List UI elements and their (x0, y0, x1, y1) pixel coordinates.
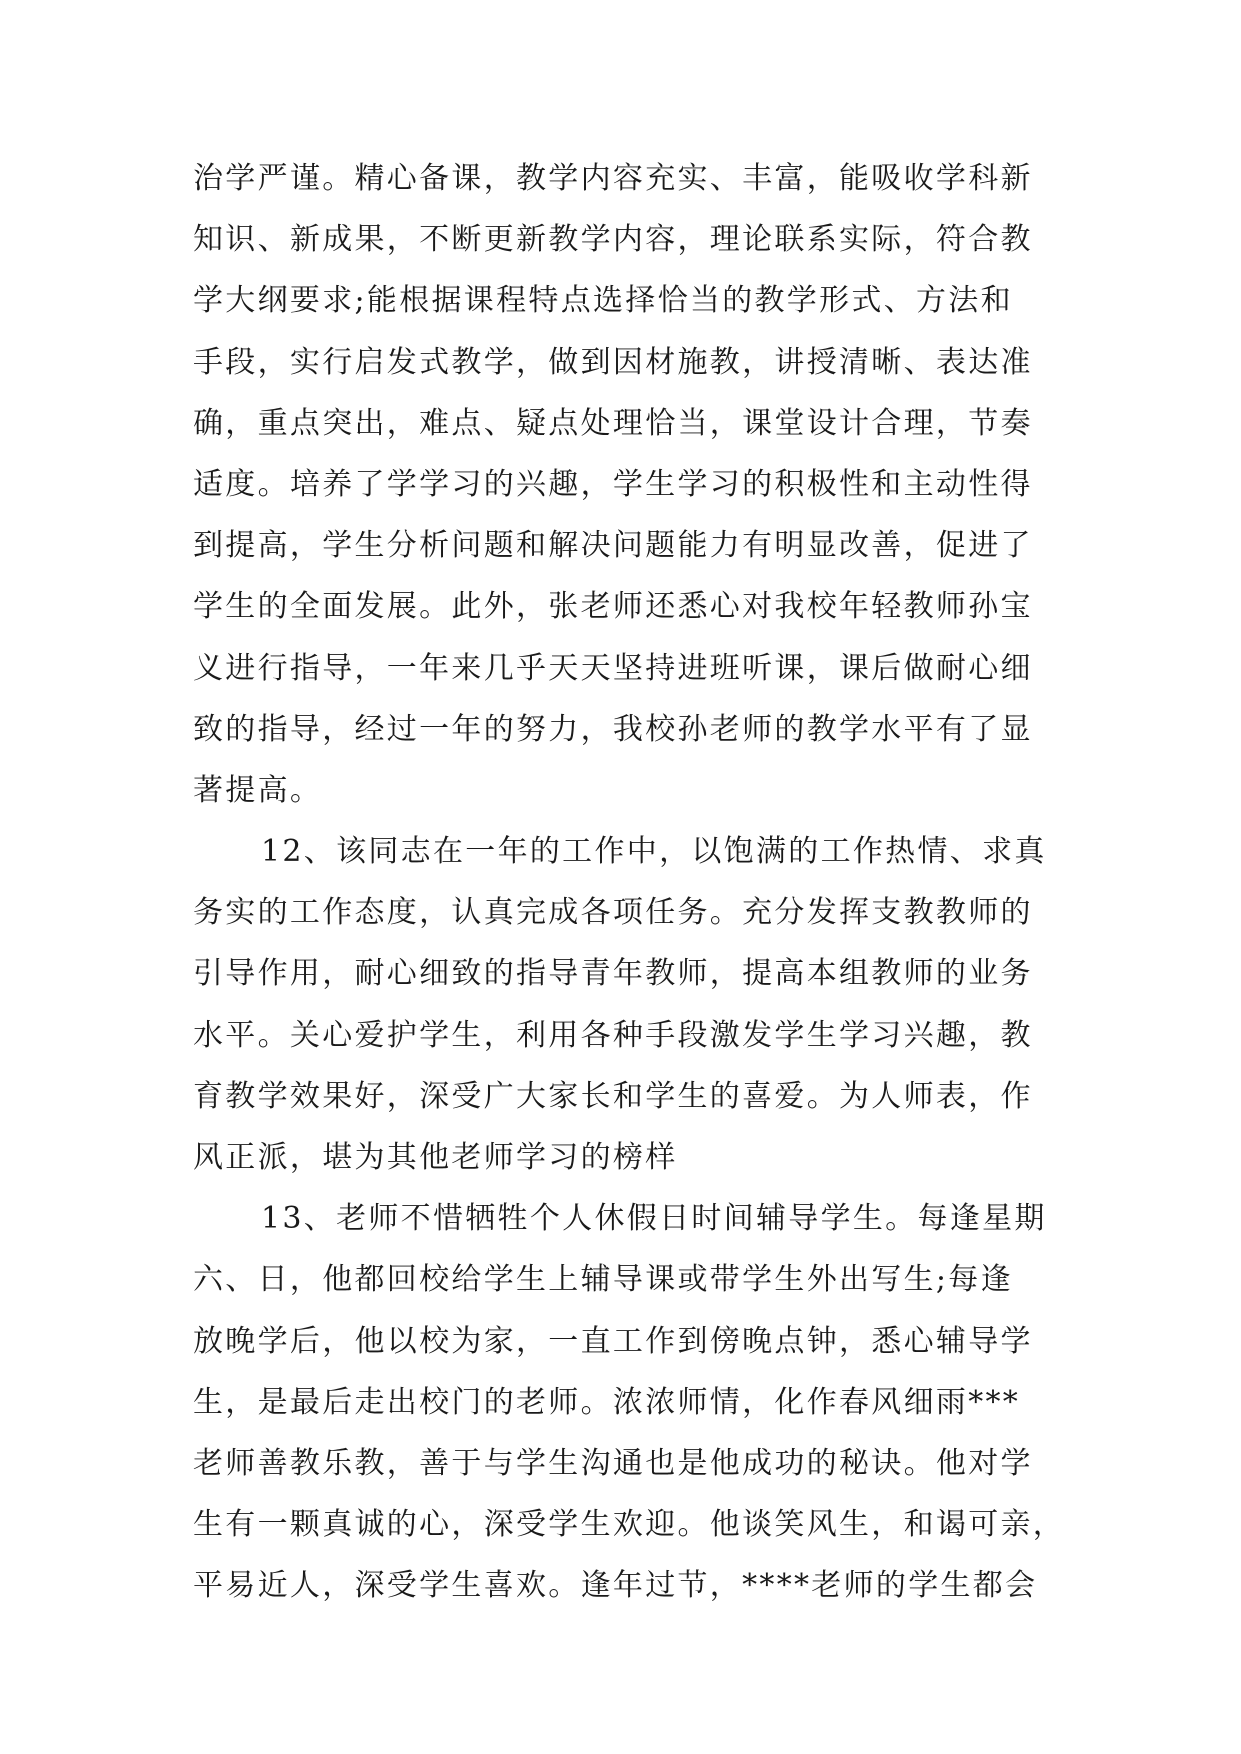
text-line: 生，是最后走出校门的老师。浓浓师情，化作春风细雨*** (193, 1384, 1021, 1420)
text-line: 六、日，他都回校给学生上辅导课或带学生外出写生;每逢 (193, 1262, 1013, 1298)
paragraph-3 (193, 1188, 1066, 1616)
text-line: 学生的全面发展。此外，张老师还悉心对我校年轻教师孙宝 (193, 589, 1033, 625)
text-line: 13、老师不惜牺牲个人休假日时间辅导学生。每逢星期 (261, 1201, 1047, 1237)
text-line: 义进行指导，一年来几乎天天坚持进班听课，课后做耐心细 (193, 650, 1033, 686)
paragraph-1 (193, 148, 1053, 821)
text-line: 12、该同志在一年的工作中，以饱满的工作热情、求真 (261, 834, 1047, 870)
document-body (193, 148, 1066, 1617)
text-line: 知识、新成果，不断更新教学内容，理论联系实际，符合教 (193, 222, 1033, 258)
text-line: 到提高，学生分析问题和解决问题能力有明显改善，促进了 (193, 528, 1033, 564)
text-line: 平易近人，深受学生喜欢。逢年过节，****老师的学生都会 (193, 1568, 1038, 1604)
text-line: 学大纲要求;能根据课程特点选择恰当的教学形式、方法和 (193, 283, 1013, 319)
text-line: 放晚学后，他以校为家，一直工作到傍晚点钟，悉心辅导学 (193, 1323, 1033, 1359)
text-line: 老师善教乐教，善于与学生沟通也是他成功的秘诀。他对学 (193, 1445, 1033, 1481)
text-line: 务实的工作态度，认真完成各项任务。充分发挥支教教师的 (193, 895, 1033, 931)
paragraph-2 (193, 821, 1053, 1188)
text-line: 确，重点突出，难点、疑点处理恰当，课堂设计合理，节奏 (193, 405, 1033, 441)
text-line: 育教学效果好，深受广大家长和学生的喜爱。为人师表，作 (193, 1078, 1033, 1114)
text-line: 著提高。 (193, 772, 323, 808)
text-line: 适度。培养了学学习的兴趣，学生学习的积极性和主动性得 (193, 466, 1033, 502)
text-line: 手段，实行启发式教学，做到因材施教，讲授清晰、表达准 (193, 344, 1033, 380)
text-line: 水平。关心爱护学生，利用各种手段激发学生学习兴趣，教 (193, 1017, 1033, 1053)
text-line: 风正派，堪为其他老师学习的榜样 (193, 1140, 678, 1175)
text-line: 引导作用，耐心细致的指导青年教师，提高本组教师的业务 (193, 956, 1033, 992)
text-line: 生有一颗真诚的心，深受学生欢迎。他谈笑风生，和谒可亲， (193, 1507, 1066, 1543)
text-line: 致的指导，经过一年的努力，我校孙老师的教学水平有了显 (193, 711, 1033, 747)
text-line: 治学严谨。精心备课，教学内容充实、丰富，能吸收学科新 (193, 161, 1033, 196)
